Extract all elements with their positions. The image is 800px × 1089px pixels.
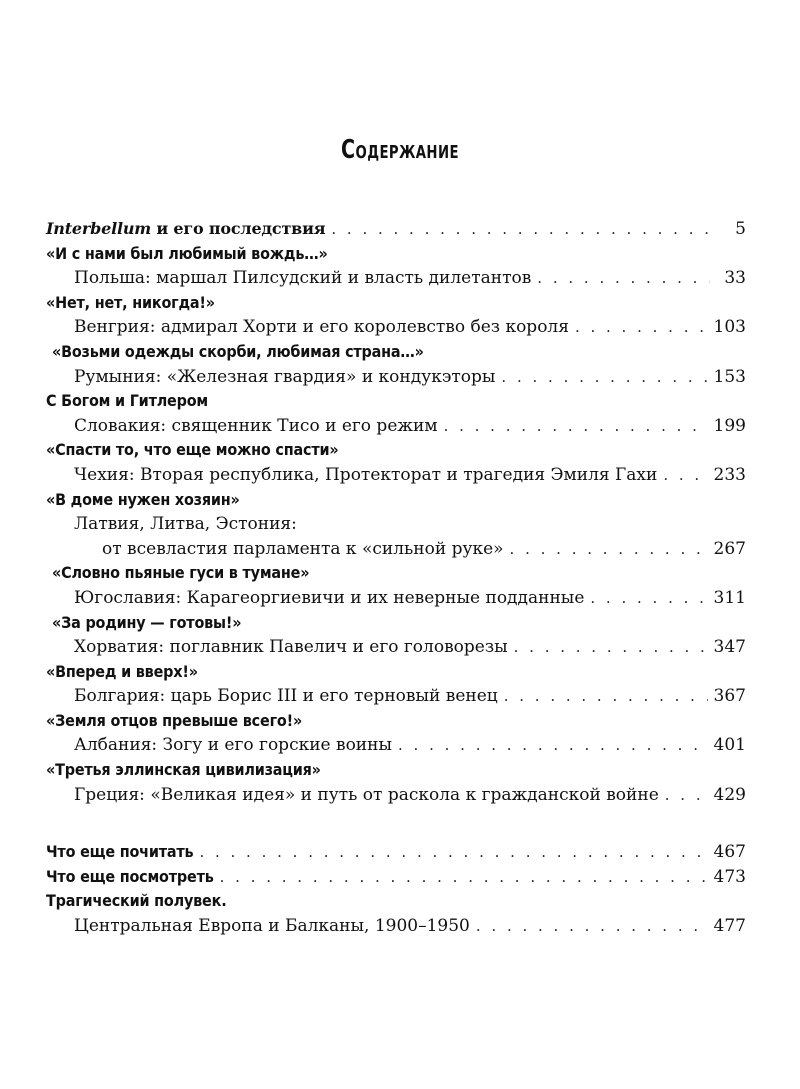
table-of-contents	[46, 217, 746, 939]
toc-entry[interactable]	[46, 537, 746, 562]
page-number: 33	[724, 268, 746, 289]
entry-text: Греция: «Великая идея» и путь от раскола к гражданской войне	[74, 784, 659, 805]
section-heading	[46, 438, 746, 463]
leader-dots	[514, 635, 708, 660]
toc-intro-italic: Interbellum	[46, 219, 152, 238]
page-number: 347	[713, 637, 746, 658]
section-heading	[46, 660, 746, 685]
page-number: 473	[713, 866, 746, 887]
toc-entry-intro[interactable]	[46, 217, 746, 242]
toc-intro-text: и его последствия	[151, 219, 326, 238]
section-heading	[46, 291, 746, 316]
section-heading	[46, 611, 746, 636]
leader-dots	[476, 914, 708, 939]
toc-entry[interactable]	[46, 315, 746, 340]
leader-dots	[590, 586, 707, 611]
section-heading	[46, 889, 746, 914]
entry-text: Албания: Зогу и его горские воины	[74, 735, 393, 756]
toc-entry-line1	[46, 512, 746, 537]
page-title: Содержание	[341, 135, 459, 165]
leader-dots	[331, 217, 710, 242]
entry-text: Болгария: царь Борис III и его терновый венец	[74, 686, 498, 707]
entry-text: от всевластия парламента к «сильной руке»	[102, 538, 504, 559]
page-number: 429	[713, 784, 746, 805]
leader-dots	[665, 783, 708, 808]
page-number: 103	[713, 317, 746, 338]
section-heading	[46, 561, 746, 586]
entry-text: Польша: маршал Пилсудский и власть дилетантов	[74, 268, 532, 289]
toc-entry[interactable]	[46, 463, 746, 488]
entry-text: Югославия: Карагеоргиевичи и их неверные подданные	[74, 587, 585, 608]
section-heading-text: «И с нами был любимый вождь…»	[46, 243, 328, 263]
page-number: 477	[713, 916, 746, 937]
section-heading	[46, 709, 746, 734]
page-number: 467	[713, 842, 746, 863]
page-number: 367	[713, 686, 746, 707]
entry-text: Центральная Европа и Балканы, 1900–1950	[74, 916, 470, 937]
toc-entry-chronology[interactable]	[46, 914, 746, 939]
section-heading	[46, 488, 746, 513]
section-heading-text: «Спасти то, что еще можно спасти»	[46, 440, 339, 460]
page-number: 267	[713, 538, 746, 559]
leader-dots	[510, 537, 708, 562]
page-number: 311	[713, 587, 746, 608]
entry-text: Чехия: Вторая республика, Протекторат и трагедия Эмиля Гахи	[74, 464, 658, 485]
section-heading	[46, 389, 746, 414]
section-heading-text: Трагический полувек.	[46, 891, 227, 911]
leader-dots	[398, 733, 708, 758]
section-heading-text: «За родину — готовы!»	[52, 612, 242, 632]
entry-text: Румыния: «Железная гвардия» и кондукэторы	[74, 366, 496, 387]
toc-entry[interactable]	[46, 783, 746, 808]
entry-text: Венгрия: адмирал Хорти и его королевство без короля	[74, 317, 569, 338]
leader-dots	[220, 865, 708, 890]
toc-entry-further-reading[interactable]	[46, 840, 746, 865]
leader-dots	[537, 266, 710, 291]
leader-dots	[504, 684, 708, 709]
section-heading-text: «Возьми одежды скорби, любимая страна…»	[52, 341, 424, 361]
toc-entry[interactable]	[46, 586, 746, 611]
toc-entry[interactable]	[46, 733, 746, 758]
page-number: 5	[735, 219, 746, 239]
entry-text: Хорватия: поглавник Павелич и его головорезы	[74, 637, 508, 658]
toc-entry[interactable]	[46, 684, 746, 709]
leader-dots	[663, 463, 707, 488]
toc-entry[interactable]	[46, 414, 746, 439]
section-heading-text: «Словно пьяные гуси в тумане»	[52, 563, 310, 583]
toc-entry[interactable]	[46, 365, 746, 390]
section-heading	[46, 340, 746, 365]
toc-entry[interactable]	[46, 266, 746, 291]
page-number: 153	[713, 366, 746, 387]
section-heading-text: «Земля отцов превыше всего!»	[46, 710, 303, 730]
entry-text: Что еще посмотреть	[46, 866, 214, 886]
page-number: 199	[713, 415, 746, 436]
leader-dots	[501, 365, 707, 390]
section-heading-text: С Богом и Гитлером	[46, 391, 208, 411]
toc-entry-further-viewing[interactable]	[46, 865, 746, 890]
section-heading-text: «В доме нужен хозяин»	[46, 489, 240, 509]
entry-text: Что еще почитать	[46, 842, 194, 862]
toc-entry[interactable]	[46, 635, 746, 660]
spacer	[46, 807, 746, 840]
section-heading	[46, 758, 746, 783]
section-heading	[46, 242, 746, 267]
section-heading-text: «Нет, нет, никогда!»	[46, 292, 215, 312]
section-heading-text: «Вперед и вверх!»	[46, 661, 198, 681]
leader-dots	[199, 840, 707, 865]
leader-dots	[444, 414, 708, 439]
page-number: 233	[713, 464, 746, 485]
entry-text: Латвия, Литва, Эстония:	[74, 514, 297, 535]
leader-dots	[575, 315, 708, 340]
entry-text: Словакия: священник Тисо и его режим	[74, 415, 438, 436]
section-heading-text: «Третья эллинская цивилизация»	[46, 760, 321, 780]
page-number: 401	[713, 735, 746, 756]
